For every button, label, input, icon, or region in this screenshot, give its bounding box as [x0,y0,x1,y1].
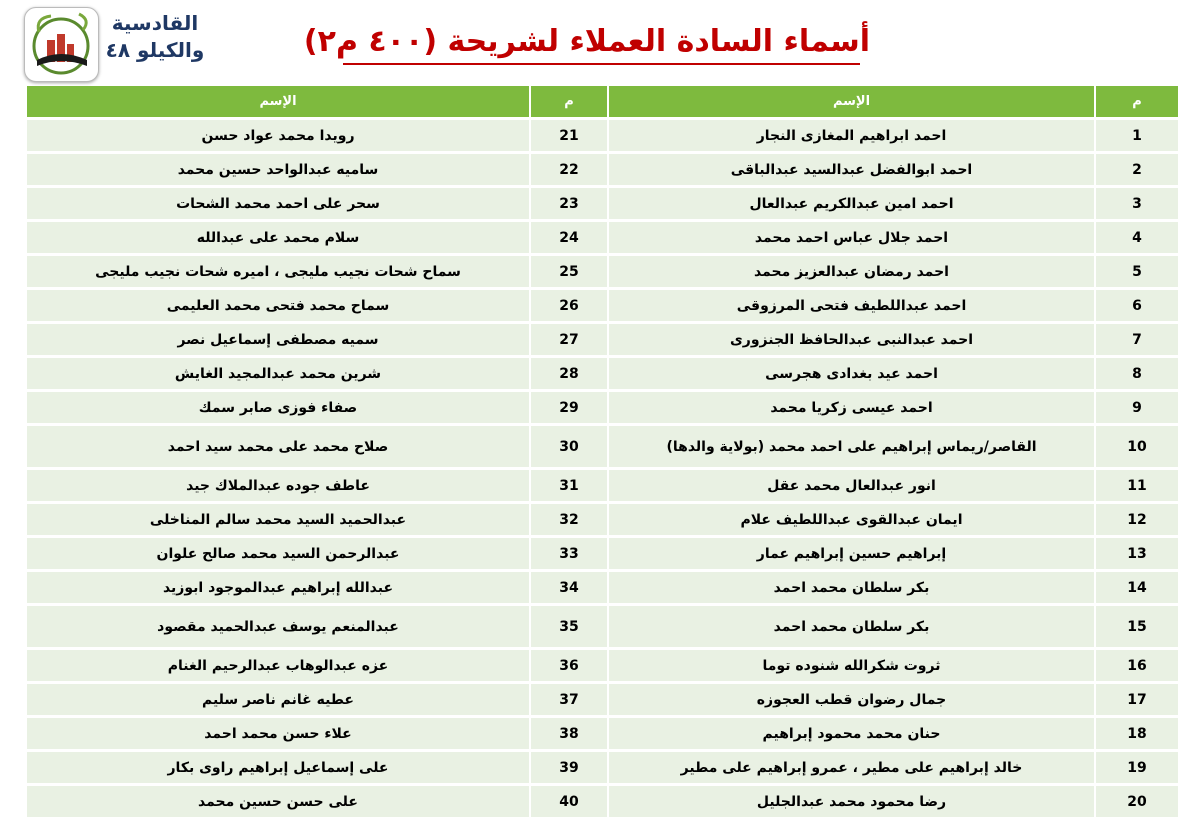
client-name-cell: عبدالله إبراهيم عبدالموجود ابوزيد [27,572,529,603]
row-number-cell: 1 [1096,120,1178,151]
client-name-cell: احمد امين عبدالكريم عبدالعال [609,188,1094,219]
row-number-cell: 2 [1096,154,1178,185]
row-number-cell: 14 [1096,572,1178,603]
row-number-cell: 3 [1096,188,1178,219]
table-row [27,572,1178,603]
table-row [27,504,1178,535]
table-row [27,752,1178,783]
client-name-cell: انور عبدالعال محمد عقل [609,470,1094,501]
table-row [27,154,1178,185]
row-number-cell: 29 [531,392,607,423]
table-row [27,120,1178,151]
row-number-cell: 27 [531,324,607,355]
row-number-cell: 6 [1096,290,1178,321]
client-name-cell: بكر سلطان محمد احمد [609,572,1094,603]
row-number-cell: 21 [531,120,607,151]
table-row [27,786,1178,817]
client-name-cell: رويدا محمد عواد حسن [27,120,529,151]
table-row [27,650,1178,681]
clients-table [25,83,1180,820]
table-row [27,684,1178,715]
table-row [27,222,1178,253]
client-name-cell: سماح شحات نجيب مليجى ، اميره شحات نجيب مليجى [27,256,529,287]
client-name-cell: عبدالحميد السيد محمد سالم المناخلى [27,504,529,535]
row-number-cell: 17 [1096,684,1178,715]
client-name-cell: خالد إبراهيم على مطير ، عمرو إبراهيم على مطير [609,752,1094,783]
client-name-cell: احمد عبدالنبى عبدالحافظ الجنزورى [609,324,1094,355]
row-number-cell: 16 [1096,650,1178,681]
row-number-cell: 32 [531,504,607,535]
client-name-cell: عبدالمنعم يوسف عبدالحميد مقصود [27,606,529,647]
row-number-cell: 13 [1096,538,1178,569]
client-name-cell: سحر على احمد محمد الشحات [27,188,529,219]
row-number-cell: 11 [1096,470,1178,501]
location-line-2: والكيلو ٤٨ [105,38,205,62]
title-text: أسماء السادة العملاء لشريحة [437,24,870,59]
row-number-cell: 18 [1096,718,1178,749]
row-number-cell: 31 [531,470,607,501]
table-row [27,392,1178,423]
row-number-cell: 39 [531,752,607,783]
table-row [27,718,1178,749]
client-name-cell: بكر سلطان محمد احمد [609,606,1094,647]
client-name-cell: احمد رمضان عبدالعزيز محمد [609,256,1094,287]
row-number-cell: 9 [1096,392,1178,423]
row-number-cell: 23 [531,188,607,219]
client-name-cell: احمد ابراهيم المغازى النجار [609,120,1094,151]
table-row [27,188,1178,219]
table-row [27,358,1178,389]
row-number-cell: 12 [1096,504,1178,535]
row-number-cell: 36 [531,650,607,681]
row-number-cell: 33 [531,538,607,569]
client-name-cell: رضا محمود محمد عبدالجليل [609,786,1094,817]
row-number-cell: 19 [1096,752,1178,783]
table-row [27,290,1178,321]
client-name-cell: عزه عبدالوهاب عبدالرحيم الغنام [27,650,529,681]
client-name-cell: سماح محمد فتحى محمد العليمى [27,290,529,321]
client-name-cell: إبراهيم حسين إبراهيم عمار [609,538,1094,569]
client-name-cell: حنان محمد محمود إبراهيم [609,718,1094,749]
table-row [27,256,1178,287]
company-logo [24,7,99,82]
row-number-cell: 15 [1096,606,1178,647]
client-name-cell: شرين محمد عبدالمجيد الغايش [27,358,529,389]
client-name-cell: القاصر/ريماس إبراهيم على احمد محمد (بولاية والدها) [609,426,1094,467]
client-name-cell: ايمان عبدالقوى عبداللطيف علام [609,504,1094,535]
table-row [27,606,1178,647]
row-number-cell: 25 [531,256,607,287]
client-name-cell: جمال رضوان قطب العجوزه [609,684,1094,715]
row-number-cell: 26 [531,290,607,321]
row-number-cell: 37 [531,684,607,715]
client-name-cell: ثروت شكرالله شنوده توما [609,650,1094,681]
row-number-cell: 30 [531,426,607,467]
location-line-1: القادسية [111,11,199,35]
header-number-2: م [531,86,607,117]
row-number-cell: 35 [531,606,607,647]
client-name-cell: احمد عيسى زكريا محمد [609,392,1094,423]
row-number-cell: 10 [1096,426,1178,467]
row-number-cell: 34 [531,572,607,603]
table-row [27,324,1178,355]
row-number-cell: 22 [531,154,607,185]
client-name-cell: سميه مصطفى إسماعيل نصر [27,324,529,355]
client-name-cell: احمد جلال عباس احمد محمد [609,222,1094,253]
title-plot-size: (٤٠٠ م٢) [303,24,438,59]
row-number-cell: 8 [1096,358,1178,389]
title-underline [343,63,860,65]
client-name-cell: صفاء فوزى صابر سمك [27,392,529,423]
row-number-cell: 40 [531,786,607,817]
client-name-cell: احمد عبداللطيف فتحى المرزوقى [609,290,1094,321]
client-name-cell: علاء حسن محمد احمد [27,718,529,749]
client-name-cell: صلاح محمد على محمد سيد احمد [27,426,529,467]
client-name-cell: عبدالرحمن السيد محمد صالح علوان [27,538,529,569]
row-number-cell: 5 [1096,256,1178,287]
client-name-cell: احمد ابوالفضل عبدالسيد عبدالباقى [609,154,1094,185]
client-name-cell: على حسن حسين محمد [27,786,529,817]
client-name-cell: عاطف جوده عبدالملاك جيد [27,470,529,501]
location-label [100,10,210,64]
client-name-cell: عطيه غانم ناصر سليم [27,684,529,715]
row-number-cell: 24 [531,222,607,253]
client-name-cell: ساميه عبدالواحد حسين محمد [27,154,529,185]
row-number-cell: 4 [1096,222,1178,253]
row-number-cell: 38 [531,718,607,749]
client-name-cell: سلام محمد على عبدالله [27,222,529,253]
header-name-1: الإسم [609,86,1094,117]
table-row [27,426,1178,467]
row-number-cell: 28 [531,358,607,389]
header-number-1: م [1096,86,1178,117]
row-number-cell: 7 [1096,324,1178,355]
page-title [303,18,870,66]
header-name-2: الإسم [27,86,529,117]
table-row [27,538,1178,569]
table-row [27,470,1178,501]
client-name-cell: احمد عيد بغدادى هجرسى [609,358,1094,389]
client-name-cell: على إسماعيل إبراهيم راوى بكار [27,752,529,783]
row-number-cell: 20 [1096,786,1178,817]
table-header-row [27,86,1178,117]
